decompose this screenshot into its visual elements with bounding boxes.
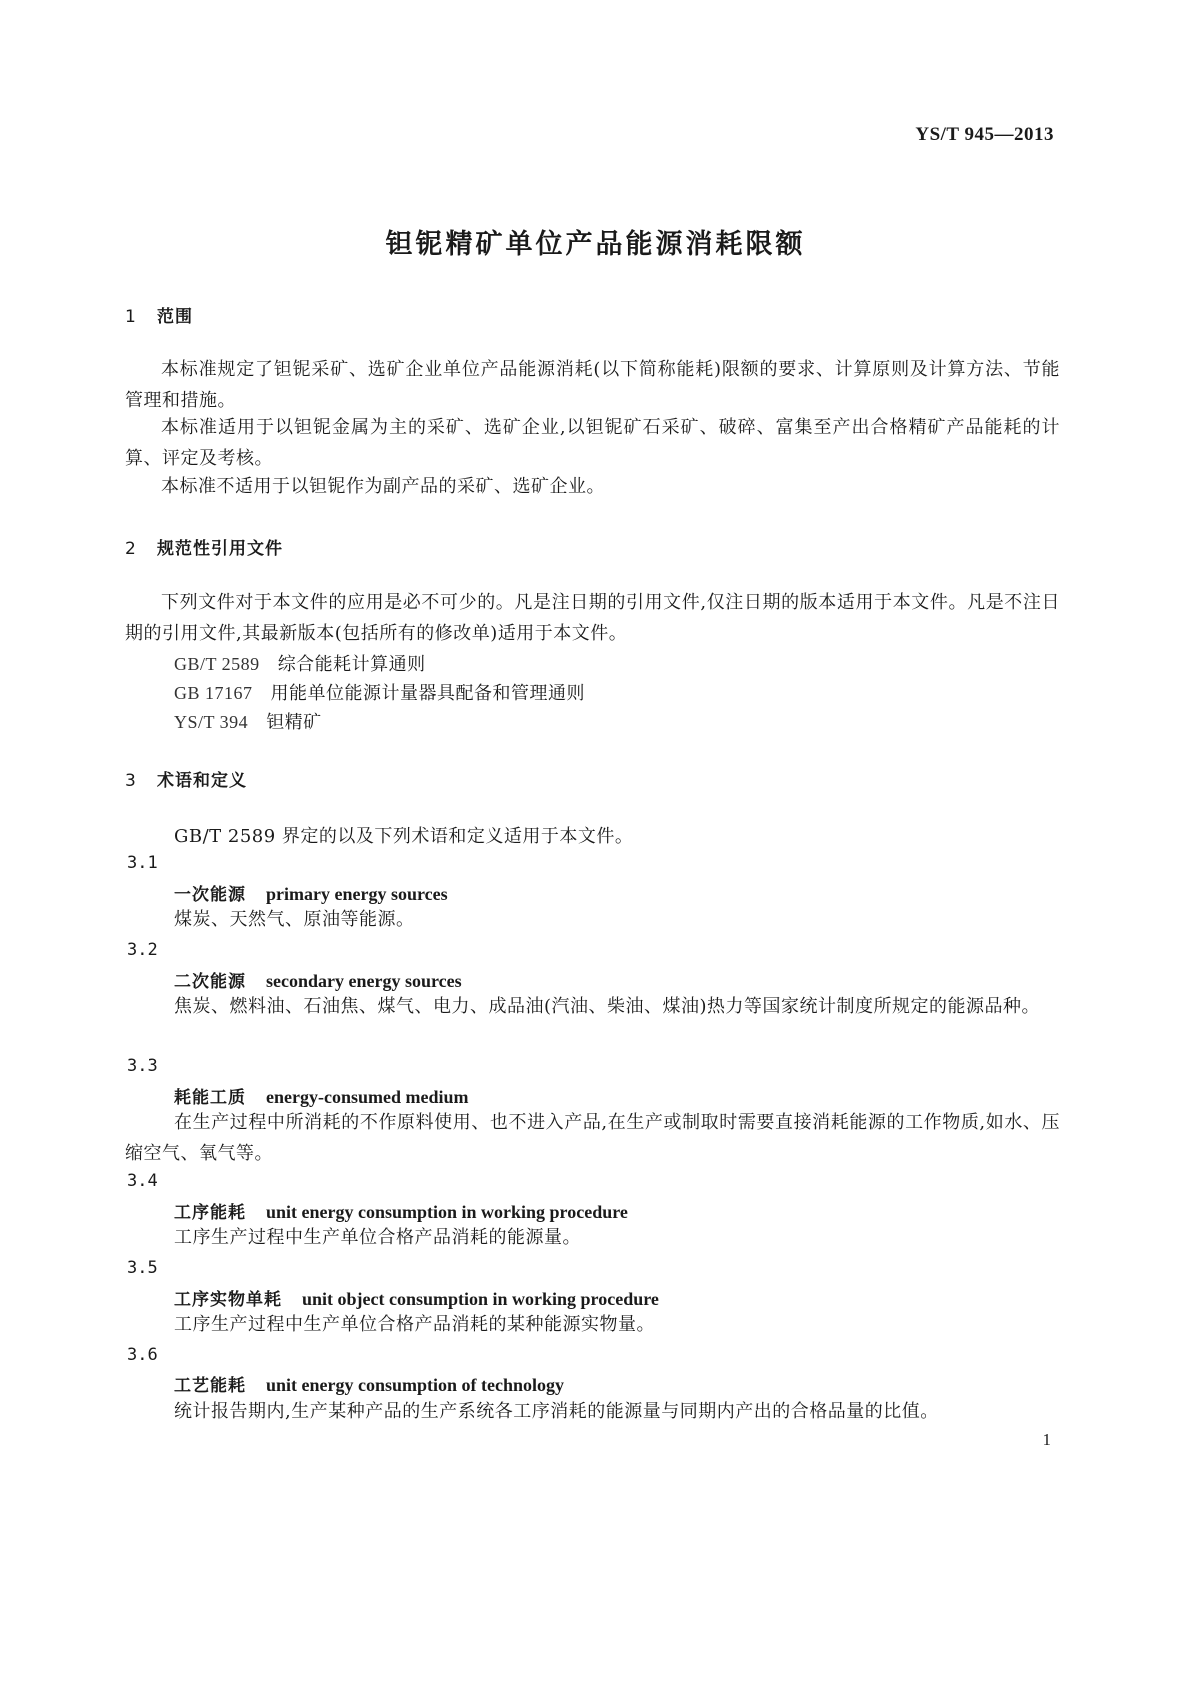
term-zh: 工序实物单耗 xyxy=(174,1290,282,1310)
reference-code: GB/T 2589 xyxy=(174,654,260,674)
reference-item xyxy=(174,679,585,705)
term-number: 3.6 xyxy=(127,1345,158,1365)
term-en: secondary energy sources xyxy=(266,971,462,991)
section-title: 术语和定义 xyxy=(157,771,247,791)
term-definition: 煤炭、天然气、原油等能源。 xyxy=(174,909,415,930)
scope-paragraph-3: 本标准不适用于以钽铌作为副产品的采矿、选矿企业。 xyxy=(161,476,605,497)
reference-item xyxy=(174,708,322,734)
term-en: unit energy consumption in working procedure xyxy=(266,1202,628,1222)
reference-item xyxy=(174,650,426,676)
section-2-heading xyxy=(125,534,283,559)
document-title: 钽铌精矿单位产品能源消耗限额 xyxy=(385,229,806,260)
term-zh: 一次能源 xyxy=(174,885,246,905)
term-number: 3.3 xyxy=(127,1056,158,1076)
section-title: 范围 xyxy=(157,307,193,327)
term-heading xyxy=(174,1285,659,1310)
term-heading xyxy=(174,880,448,905)
term-en: energy-consumed medium xyxy=(266,1087,469,1107)
section-1-heading xyxy=(125,302,193,327)
references-intro: 下列文件对于本文件的应用是必不可少的。凡是注日期的引用文件,仅注日期的版本适用于本文件。凡是不注日期的引用文件,其最新版本(包括所有的修改单)适用于本文件。 xyxy=(125,592,1060,644)
scope-paragraph-1: 本标准规定了钽铌采矿、选矿企业单位产品能源消耗(以下简称能耗)限额的要求、计算原则及计算方法、节能管理和措施。 xyxy=(125,359,1060,411)
term-zh: 工艺能耗 xyxy=(174,1376,246,1396)
term-zh: 耗能工质 xyxy=(174,1088,246,1108)
term-en: primary energy sources xyxy=(266,884,448,904)
term-number: 3.5 xyxy=(127,1258,158,1278)
term-number: 3.4 xyxy=(127,1171,158,1191)
term-heading xyxy=(174,967,462,992)
scope-paragraph-2: 本标准适用于以钽铌金属为主的采矿、选矿企业,以钽铌矿石采矿、破碎、富集至产出合格精矿产品能耗的计算、评定及考核。 xyxy=(125,417,1060,469)
term-zh: 二次能源 xyxy=(174,972,246,992)
standard-code: YS/T 945—2013 xyxy=(915,124,1054,145)
section-title: 规范性引用文件 xyxy=(157,539,283,559)
term-heading xyxy=(174,1198,628,1223)
term-heading xyxy=(174,1083,468,1108)
term-definition: 工序生产过程中生产单位合格产品消耗的某种能源实物量。 xyxy=(174,1314,655,1335)
term-heading xyxy=(174,1371,564,1396)
term-definition: 统计报告期内,生产某种产品的生产系统各工序消耗的能源量与同期内产出的合格品量的比值。 xyxy=(174,1401,939,1422)
terms-intro: GB/T 2589 界定的以及下列术语和定义适用于本文件。 xyxy=(174,826,634,847)
section-number: 1 xyxy=(125,307,137,327)
reference-name: 综合能耗计算通则 xyxy=(277,654,426,675)
term-en: unit object consumption in working procedure xyxy=(302,1289,659,1309)
term-number: 3.2 xyxy=(127,940,158,960)
section-number: 2 xyxy=(125,539,137,559)
reference-code: GB 17167 xyxy=(174,683,253,703)
term-definition: 焦炭、燃料油、石油焦、煤气、电力、成品油(汽油、柴油、煤油)热力等国家统计制度所规定的能源品种。 xyxy=(174,996,1041,1017)
reference-name: 用能单位能源计量器具配备和管理通则 xyxy=(270,683,586,704)
term-number: 3.1 xyxy=(127,853,158,873)
section-3-heading xyxy=(125,766,247,791)
term-definition: 在生产过程中所消耗的不作原料使用、也不进入产品,在生产或制取时需要直接消耗能源的工作物质,如水、压缩空气、氧气等。 xyxy=(125,1112,1060,1164)
page-number: 1 xyxy=(1042,1430,1051,1449)
term-definition: 工序生产过程中生产单位合格产品消耗的能源量。 xyxy=(174,1227,581,1248)
reference-name: 钽精矿 xyxy=(266,712,322,733)
term-en: unit energy consumption of technology xyxy=(266,1375,565,1395)
section-number: 3 xyxy=(125,771,137,791)
term-zh: 工序能耗 xyxy=(174,1203,246,1223)
reference-code: YS/T 394 xyxy=(174,712,249,732)
